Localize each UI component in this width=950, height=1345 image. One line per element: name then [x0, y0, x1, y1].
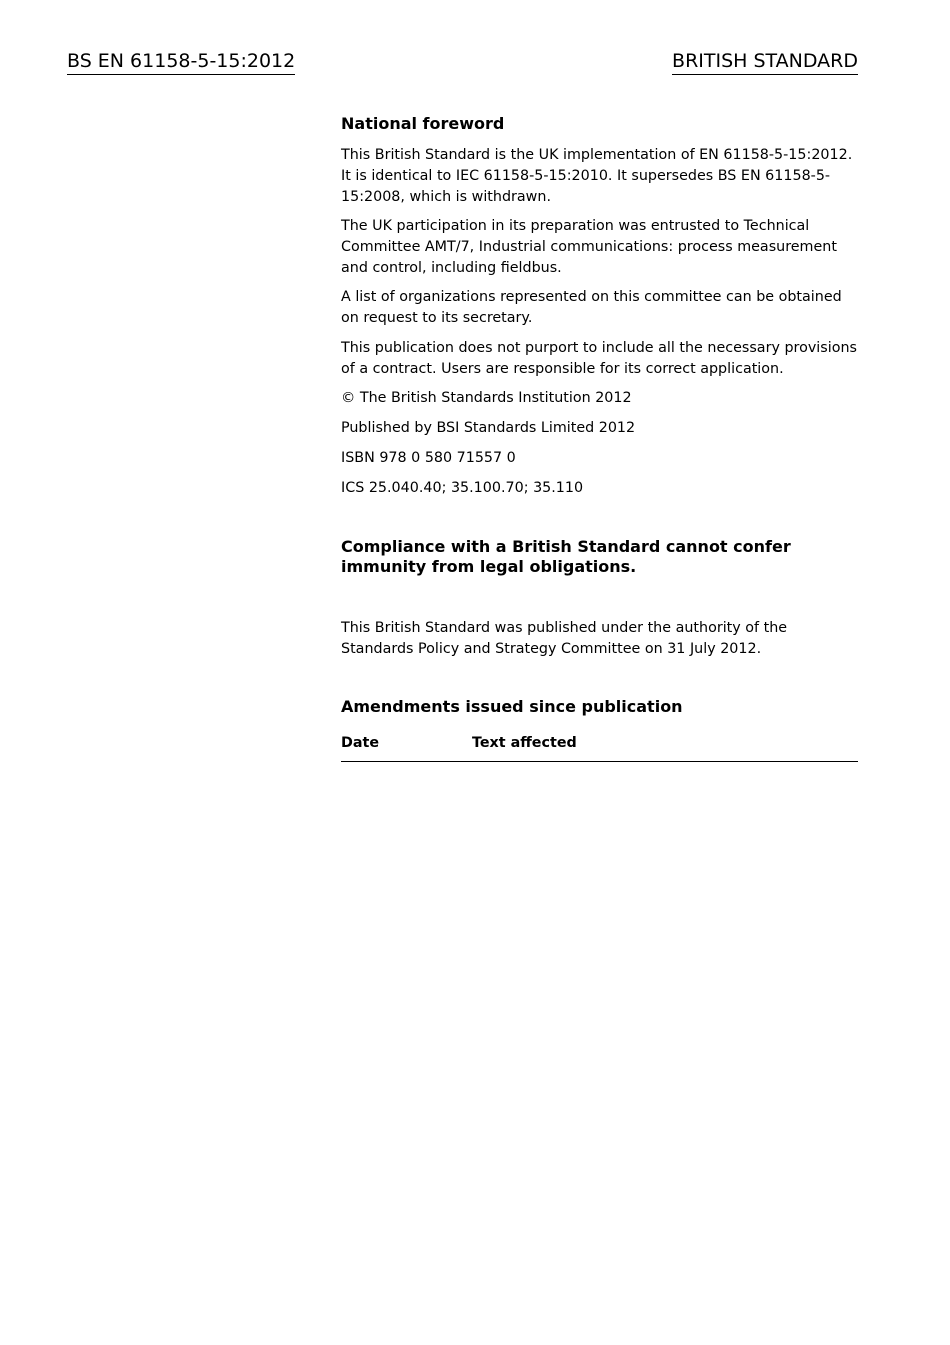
foreword-heading: National foreword: [341, 114, 505, 133]
publisher-line: Published by BSI Standards Limited 2012: [341, 420, 636, 436]
document-number: BS EN 61158-5-15:2012: [67, 49, 295, 75]
authority-statement: This British Standard was published under the authority of the Standards Policy and Strategy Committee on 31 July 2012.: [341, 620, 788, 657]
ics-line: ICS 25.040.40; 35.100.70; 35.110: [341, 480, 584, 496]
foreword-paragraph: This British Standard is the UK implementation of EN 61158-5-15:2012. It is identical to IEC 61158-5-15:2010. It supersedes BS EN 61158-5-15:2008, which is withdrawn.: [341, 147, 853, 205]
foreword-paragraph: This publication does not purport to include all the necessary provisions of a contract. Users are responsible for its correct application.: [341, 340, 857, 377]
document-type: BRITISH STANDARD: [672, 49, 858, 75]
content-column: [341, 0, 859, 1345]
foreword-paragraph: A list of organizations represented on this committee can be obtained on request to its secretary.: [341, 289, 842, 326]
copyright-line: © The British Standards Institution 2012: [341, 390, 632, 406]
column-header-date: Date: [341, 735, 380, 751]
isbn-line: ISBN 978 0 580 71557 0: [341, 450, 516, 466]
amendments-table: [341, 733, 858, 762]
foreword-paragraph: The UK participation in its preparation was entrusted to Technical Committee AMT/7, Industrial communications: process measurement and control, including fieldbus.: [341, 218, 837, 276]
compliance-statement: Compliance with a British Standard cannot confer immunity from legal obligations.: [341, 537, 791, 576]
column-header-text-affected: Text affected: [472, 735, 577, 751]
amendments-heading: Amendments issued since publication: [341, 697, 683, 716]
